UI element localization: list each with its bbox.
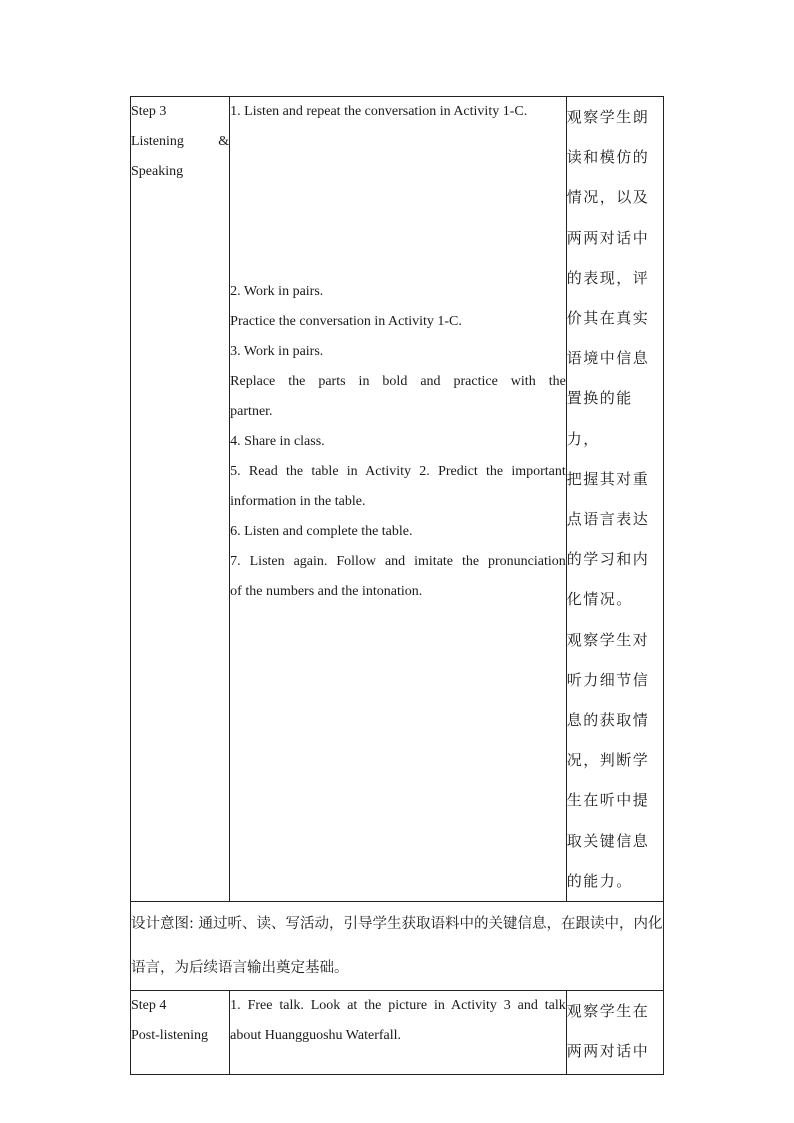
step3-note-line: 价其在真实 xyxy=(566,309,650,328)
step4-activity-1: 1. Free talk. Look at the picture in Activity 3 and talk xyxy=(230,998,566,1014)
step3-note-line: 息的获取情 xyxy=(566,711,650,730)
step3-activity-4: 4. Share in class. xyxy=(230,434,325,449)
step3-assessment-cell xyxy=(566,97,663,902)
step3-activity-6: 6. Listen and complete the table. xyxy=(230,524,413,539)
step3-activity-5-cont: information in the table. xyxy=(230,494,366,509)
step3-activity-5: 5. Read the table in Activity 2. Predict the important xyxy=(230,464,566,479)
step4-assessment-cell xyxy=(566,991,663,1075)
step3-title-word-amp: & xyxy=(218,134,230,149)
step3-activity-2: 2. Work in pairs. xyxy=(230,284,324,299)
step3-activities-cell xyxy=(230,97,567,902)
design-intent-row xyxy=(131,902,664,991)
step3-note-line: 置换的能力， xyxy=(566,389,633,448)
step3-title-word-listening: Listening xyxy=(131,134,184,149)
design-intent-text: 通过听、读、写活动，引导学生获取语料中的关键信息，在跟读中，内化语言，为后续语言输出奠定基础。 xyxy=(131,916,663,977)
step4-row xyxy=(131,991,664,1075)
step3-activity-7: 7. Listen again. Follow and imitate the pronunciation xyxy=(230,554,566,569)
step3-note-line: 的表现，评 xyxy=(566,268,650,287)
step3-activity-7-cont: of the numbers and the intonation. xyxy=(230,584,423,599)
lesson-plan-table xyxy=(130,96,664,1075)
step3-title-cell xyxy=(131,97,230,902)
step4-note-line: 观察学生在 xyxy=(566,1002,650,1021)
step3-note-line: 语境中信息 xyxy=(566,349,650,368)
design-intent-cell xyxy=(131,902,664,991)
step3-note-line: 化情况。 xyxy=(566,590,633,609)
design-intent-label: 设计意图: xyxy=(131,916,194,933)
step3-note-line: 观察学生朗 xyxy=(566,108,650,126)
step3-note-line: 听力细节信 xyxy=(566,670,650,689)
step3-title-line2 xyxy=(131,127,229,157)
step3-note-line: 情况，以及 xyxy=(566,188,650,207)
step3-note-line: 取关键信息 xyxy=(566,831,650,850)
step3-activity-3-detail-a: Replace the parts in bold and practice with the xyxy=(230,374,566,389)
step4-note-line: 两两对话中 xyxy=(566,1042,650,1061)
step3-note-line: 把握其对重 xyxy=(566,469,650,488)
step3-note-line: 的学习和内 xyxy=(566,550,650,569)
step3-note-line: 况，判断学 xyxy=(566,751,650,770)
step3-activity-1: 1. Listen and repeat the conversation in Activity 1-C. xyxy=(230,104,528,119)
step3-title-line3: Speaking xyxy=(131,164,184,179)
step3-note-line: 生在听中提 xyxy=(566,791,650,810)
step3-note-line: 点语言表达 xyxy=(566,510,650,529)
step3-note-line: 两两对话中 xyxy=(566,228,650,247)
step4-activities-cell xyxy=(230,991,567,1075)
step4-title-cell xyxy=(131,991,230,1075)
step3-activity-3-detail-b: partner. xyxy=(230,404,273,419)
step3-note-line: 读和模仿的 xyxy=(566,148,650,167)
step3-note-line: 观察学生对 xyxy=(566,630,650,649)
step3-activity-2-detail: Practice the conversation in Activity 1-C. xyxy=(230,314,462,329)
step3-activity-3: 3. Work in pairs. xyxy=(230,344,324,359)
step3-row xyxy=(131,97,664,902)
step3-title-line1: Step 3 xyxy=(131,104,167,119)
step4-title-line2: Post-listening xyxy=(131,1028,209,1044)
step4-title-line1: Step 4 xyxy=(131,998,167,1014)
step3-note-line: 的能力。 xyxy=(566,871,633,890)
step4-activity-1-cont: about Huangguoshu Waterfall. xyxy=(230,1028,402,1044)
